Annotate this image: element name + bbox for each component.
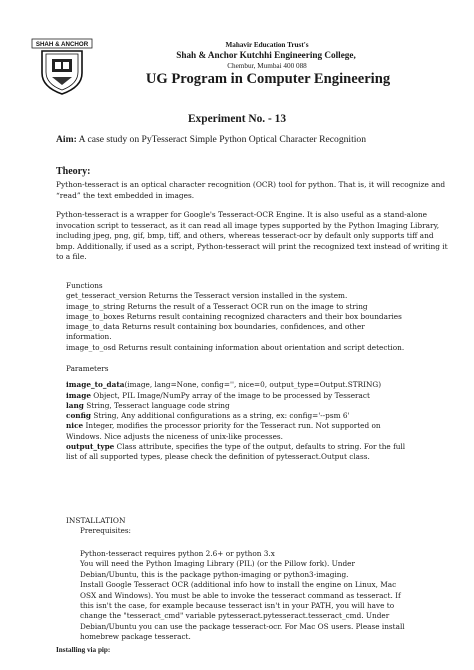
install-line: Debian/Ubuntu you can use the package tesseract-ocr. For Mac OS users. Please install <box>80 621 405 631</box>
signature-line <box>66 380 456 390</box>
theory-para-1 <box>56 180 450 201</box>
theory-heading: Theory: <box>56 166 91 177</box>
install-line: You will need the Python Imaging Library (PIL) (or the Pillow fork). Under <box>80 559 355 569</box>
theory-para-2 <box>56 210 450 263</box>
install-line: homebrew package tesseract. <box>80 632 191 642</box>
theory-para-2-text: Python-tesseract is a wrapper for Google's Tesseract-OCR Engine. It is also useful as a stand-alone invocation script to tesseract, as it can read all image types supported by the Python Imaging Library, including jpeg, png, gif, bmp, tiff, and others, whereas tesseract-ocr by default only supports tiff and bmp. Additionally, if used as a script, Python-tesseract will print the recognized text instead of writing it to a file. <box>56 210 448 262</box>
install-line: OSX and Windows). You must be able to invoke the tesseract command as tesseract. If <box>80 590 401 600</box>
logo-text: SHAH & ANCHOR <box>35 41 89 48</box>
installation-heading: INSTALLATION <box>66 516 126 525</box>
signature-name: image_to_data <box>66 380 125 390</box>
theory-para-1-text: Python-tesseract is an optical character recognition (OCR) tool for python. That is, it will recognize and “read” the text embedded in images. <box>56 180 446 200</box>
install-line: Install Google Tesseract OCR (additional info how to install the engine on Linux, Mac <box>80 580 397 590</box>
install-line: this isn't the case, for example because tesseract isn't in your PATH, you will have to <box>80 601 395 611</box>
install-line: Debian/Ubuntu, this is the package python-imaging or python3-imaging. <box>80 569 349 579</box>
function-line: image_to_string Returns the result of a Tesseract OCR run on the image to string <box>66 301 368 311</box>
signature-args: (image, lang=None, config='', nice=0, output_type=Output.STRING) <box>124 380 382 390</box>
param-name: image <box>66 390 91 400</box>
param-line <box>66 421 456 431</box>
param-name: config <box>66 411 92 421</box>
aim-line <box>56 134 366 145</box>
param-continuation: list of all supported types, please check the definition of pytesseract.Output class. <box>66 452 370 462</box>
program-title: UG Program in Computer Engineering <box>145 71 391 87</box>
param-name: lang <box>66 400 84 410</box>
function-line: image_to_boxes Returns result containing recognized characters and their box boundaries <box>66 311 402 321</box>
parameters-heading: Parameters <box>66 364 109 373</box>
functions-heading: Functions <box>66 281 103 290</box>
param-continuation: Windows. Nice adjusts the niceness of unix-like processes. <box>66 431 283 441</box>
param-desc: Class attribute, specifies the type of the output, defaults to string. For the full <box>114 442 406 452</box>
pip-heading: Installing via pip: <box>56 646 111 654</box>
prerequisites-label: Prerequisites: <box>80 526 131 535</box>
installation-steps <box>80 549 452 643</box>
aim-text: A case study on PyTesseract Simple Python Optical Character Recognition <box>78 134 367 145</box>
param-line <box>66 391 456 401</box>
functions-section <box>66 281 456 353</box>
param-desc: String, Any additional configurations as a string, ex: config='--psm 6' <box>91 411 350 421</box>
param-line <box>66 411 456 421</box>
param-desc: Integer, modifies the processor priority for the Tesseract run. Not supported on <box>83 421 381 431</box>
college-address: Chembur, Mumbai 400 088 <box>227 62 307 70</box>
function-line: image_to_osd Returns result containing information about orientation and script detection. <box>66 342 405 352</box>
parameters-section <box>66 364 456 463</box>
function-line: information. <box>66 332 112 342</box>
aim-label: Aim: <box>56 134 77 145</box>
param-line <box>66 442 456 452</box>
install-line: Python-tesseract requires python 2.6+ or python 3.x <box>80 549 275 558</box>
install-line: change the "tesseract_cmd" variable pytesseract.pytesseract.tesseract_cmd. Under <box>80 611 390 621</box>
param-desc: String, Tesseract language code string <box>83 400 230 410</box>
param-line <box>66 401 456 411</box>
param-name: nice <box>66 421 84 431</box>
param-name: output_type <box>66 442 115 452</box>
function-line: get_tesseract_version Returns the Tesseract version installed in the system. <box>66 291 348 301</box>
param-desc: Object, PIL Image/NumPy array of the image to be processed by Tesseract <box>90 390 370 400</box>
function-line: image_to_data Returns result containing box boundaries, confidences, and other <box>66 322 365 332</box>
trust-name: Mahavir Education Trust's <box>225 41 309 49</box>
college-name: Shah & Anchor Kutchhi Engineering College, <box>176 50 356 60</box>
experiment-title: Experiment No. - 13 <box>187 113 287 125</box>
